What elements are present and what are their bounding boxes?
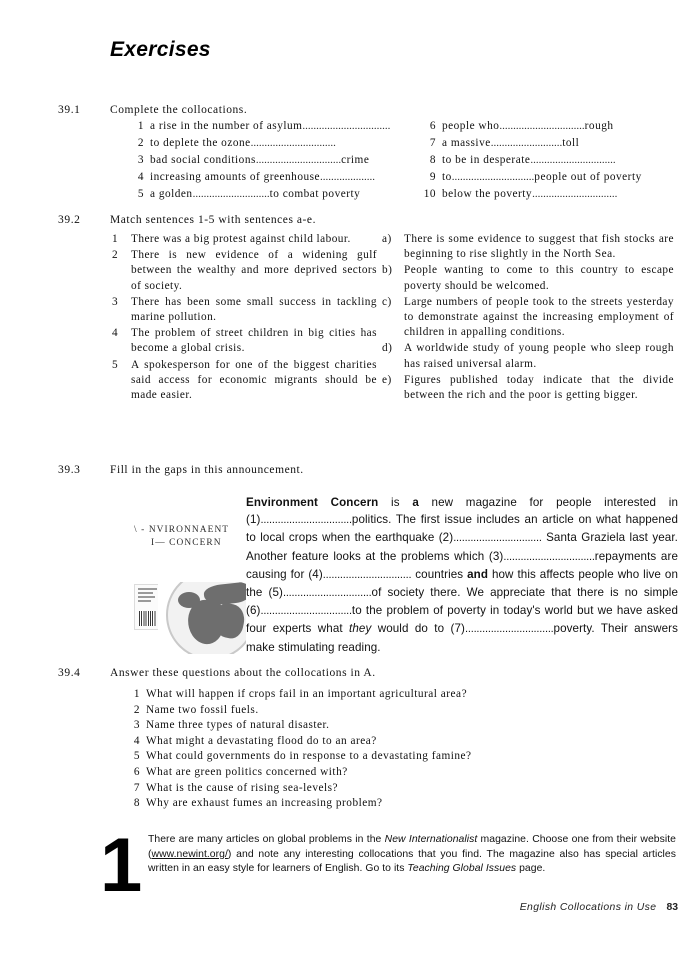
magazine-cover-title: [134, 524, 246, 550]
match-sentence-item: [112, 232, 377, 247]
item-text-after: toll: [562, 137, 580, 149]
item-number: 9: [429, 171, 436, 183]
match-response-item: [382, 295, 674, 341]
item-number: 1: [137, 120, 144, 132]
item-text-before: people who: [442, 120, 500, 132]
collocation-item: [420, 188, 642, 205]
collocation-item: [128, 154, 390, 171]
item-text-after: rough: [584, 120, 614, 132]
gap-dots: ...............................: [532, 188, 618, 200]
gap-dots: ............................: [192, 188, 270, 200]
item-text-before: bad social conditions: [150, 154, 256, 166]
item-marker: 5: [112, 358, 119, 371]
followup-marker: 1: [100, 823, 143, 908]
book-title: English Collocations in Use: [519, 902, 657, 913]
item-number: 7: [429, 137, 436, 149]
match-response-item: [382, 232, 674, 262]
text-run: would do to (7): [371, 622, 465, 636]
item-marker: 2: [112, 249, 119, 262]
item-text: A worldwide study of young people who sleep rough has raised universal alarm.: [404, 342, 674, 370]
item-number: 5: [137, 188, 144, 200]
match-sentence-item: [112, 248, 377, 294]
match-sentence-item: [112, 358, 377, 404]
item-text: What are green politics concerned with?: [146, 765, 348, 778]
item-text: There is some evidence to suggest that fish stocks are beginning to rise slightly in the North Sea.: [404, 233, 674, 261]
item-number: 6: [133, 765, 140, 778]
item-text: Large numbers of people took to the streets yesterday to demonstrate against the increasing employment of children in appalling conditions.: [404, 295, 674, 339]
page-number: 83: [666, 902, 678, 913]
text-run: poverty. Their answers make stimulating reading.: [246, 622, 678, 654]
exercise-instruction-39-2: Match sentences 1-5 with sentences a-e.: [110, 214, 317, 226]
item-text: People wanting to come to this country to escape poverty should be welcomed.: [404, 264, 674, 292]
item-text-before: a massive: [442, 137, 491, 149]
emphasis-bold: and: [467, 567, 489, 581]
item-marker: d): [382, 342, 393, 355]
item-marker: b): [382, 264, 393, 277]
gap-dots: ................................: [302, 120, 391, 132]
exercise-number-39-1: 39.1: [58, 104, 81, 116]
emphasis-italic: Teaching Global Issues: [407, 863, 517, 875]
question-item: [128, 704, 472, 720]
collocation-item: [420, 120, 642, 137]
gap-dots: ...............................: [465, 623, 554, 636]
item-number: 6: [429, 120, 436, 132]
item-text: What is the cause of rising sea-levels?: [146, 781, 339, 794]
item-marker: 3: [112, 295, 119, 308]
match-sentence-item: [112, 295, 377, 325]
match-response-item: [382, 263, 674, 293]
collocation-item: [128, 137, 390, 154]
item-number: 8: [429, 154, 436, 166]
emphasis-bold: Environment Concern: [246, 496, 379, 509]
match-response-item: [382, 373, 674, 403]
gap-dots: ................................: [503, 550, 595, 563]
item-marker: e): [382, 373, 392, 386]
item-text: There was a big protest against child labour.: [131, 233, 351, 245]
exercise-number-39-4: 39.4: [58, 667, 81, 679]
item-text-before: a golden: [150, 188, 193, 200]
item-number: 10: [423, 188, 436, 200]
item-marker: 1: [112, 233, 119, 245]
exercise-instruction-39-3: Fill in the gaps in this announcement.: [110, 464, 304, 476]
match-sentences-column: [112, 232, 377, 404]
item-number: 5: [133, 750, 140, 763]
match-response-item: [382, 341, 674, 371]
collocation-item: [420, 171, 642, 188]
collocation-item: [128, 171, 390, 188]
exercise-instruction-39-4: Answer these questions about the collocations in A.: [110, 667, 376, 679]
text-run: new magazine for people interested in (1): [246, 496, 678, 527]
gap-dots: ...............................: [322, 568, 412, 581]
text-run: is: [378, 496, 413, 509]
item-number: 1: [133, 688, 140, 700]
item-text: A spokesperson for one of the biggest charities said access for economic migrants should be made easier.: [131, 358, 377, 402]
gap-dots: ..............................: [451, 171, 535, 183]
text-run: There are many articles on global problems in the: [148, 834, 385, 845]
item-number: 3: [133, 719, 140, 732]
text-run: to the problem of poverty in today's world but we have asked four experts what: [246, 604, 678, 636]
gap-dots: ...............................: [453, 532, 542, 545]
gap-dots: ...............................: [255, 154, 342, 166]
followup-text: [148, 833, 676, 877]
gap-dots: ................................: [260, 605, 352, 618]
text-run: how this affects people who live on the (5): [246, 567, 678, 600]
item-text: Why are exhaust fumes an increasing problem?: [146, 797, 383, 810]
emphasis-italic: New Internationalist: [384, 834, 478, 845]
gap-dots: ...............................: [250, 137, 336, 149]
question-item: [128, 688, 472, 704]
gap-dots: ...............................: [282, 587, 372, 600]
questions-list: [128, 688, 472, 813]
item-number: 2: [137, 137, 144, 149]
collocations-column-left: [128, 120, 390, 205]
magazine-text-lines: [138, 588, 157, 604]
emphasis-bold: a: [412, 496, 419, 509]
item-marker: c): [382, 295, 392, 308]
globe-icon: [158, 582, 246, 654]
text-run: page.: [516, 863, 546, 875]
item-number: 8: [133, 797, 140, 810]
match-responses-column: [382, 232, 674, 404]
collocation-item: [420, 137, 642, 154]
exercise-number-39-3: 39.3: [58, 464, 81, 476]
text-run: of society there. We appreciate that there is no simple (6): [246, 586, 678, 618]
page-footer: [520, 902, 678, 913]
text-run: ) and note any interesting collocations that you find. The magazine also has special articles written in an easy style for learners of English. Go to its: [148, 848, 676, 875]
item-text-before: below the poverty: [442, 188, 533, 200]
emphasis-italic: they: [349, 622, 372, 636]
question-item: [128, 719, 472, 735]
text-run: politics. The first issue includes an article on what happened to local crops when the earthquake (2): [246, 513, 678, 545]
collocation-item: [128, 120, 390, 137]
item-text: What might a devastating flood do to an area?: [146, 734, 377, 747]
item-number: 4: [137, 171, 144, 183]
collocation-item: [420, 154, 642, 171]
text-run: repayments are causing for (4): [246, 549, 678, 581]
question-item: [128, 797, 472, 813]
gap-dots: ....................: [320, 171, 376, 183]
gap-dots: ..........................: [490, 137, 563, 149]
item-text-before: increasing amounts of greenhouse: [150, 171, 321, 183]
barcode-icon: [139, 611, 156, 626]
exercise-number-39-2: 39.2: [58, 214, 81, 226]
gap-dots: ...............................: [499, 120, 585, 132]
question-item: [128, 782, 472, 798]
item-text-before: to deplete the ozone: [150, 137, 251, 149]
question-item: [128, 735, 472, 751]
item-text: There is new evidence of a widening gulf between the wealthy and more deprived sectors of society.: [131, 249, 377, 292]
magazine-title-line-1: \ - NVIRONNAENT: [134, 525, 230, 535]
item-text: What will happen if crops fail in an important agricultural area?: [146, 688, 468, 700]
item-text: Name three types of natural disaster.: [146, 719, 330, 732]
text-run: magazine. Choose one from their website (: [148, 834, 676, 860]
item-text-before: to: [442, 171, 452, 183]
followup-activity: [100, 823, 680, 908]
text-run: Santa Graziela last year. Another feature looks at the problems which (3): [246, 531, 678, 563]
question-item: [128, 750, 472, 766]
announcement-text: [246, 494, 678, 656]
item-text-after: people out of poverty: [534, 171, 642, 183]
item-number: 4: [133, 734, 140, 747]
item-number: 3: [137, 154, 144, 166]
item-text-after: crime: [341, 154, 370, 166]
item-text-before: a rise in the number of asylum: [150, 120, 303, 132]
item-text: What could governments do in response to a devastating famine?: [146, 750, 472, 763]
question-item: [128, 766, 472, 782]
page-title: Exercises: [110, 38, 211, 61]
exercise-instruction-39-1: Complete the collocations.: [110, 104, 248, 116]
collocation-item: [128, 188, 390, 205]
item-marker: a): [382, 233, 392, 245]
gap-dots: ................................: [260, 514, 352, 527]
item-text: The problem of street children in big cities has become a global crisis.: [131, 327, 377, 355]
website-link[interactable]: www.newint.org/: [151, 848, 228, 860]
item-number: 7: [133, 781, 140, 794]
item-text: There has been some small success in tackling marine pollution.: [131, 295, 377, 324]
collocations-column-right: [420, 120, 642, 205]
item-text: Name two fossil fuels.: [146, 703, 259, 716]
item-text-after: to combat poverty: [269, 188, 361, 200]
gap-dots: ...............................: [530, 154, 616, 166]
item-number: 2: [133, 703, 140, 716]
item-text: Figures published today indicate that the divide between the rich and the poor is getting bigger.: [404, 373, 674, 402]
item-marker: 4: [112, 327, 119, 340]
match-sentence-item: [112, 326, 377, 356]
text-run: countries: [411, 567, 468, 581]
magazine-cover-illustration: [134, 520, 246, 665]
magazine-title-line-2: I— CONCERN: [151, 538, 222, 548]
item-text-before: to be in desperate: [442, 154, 531, 166]
